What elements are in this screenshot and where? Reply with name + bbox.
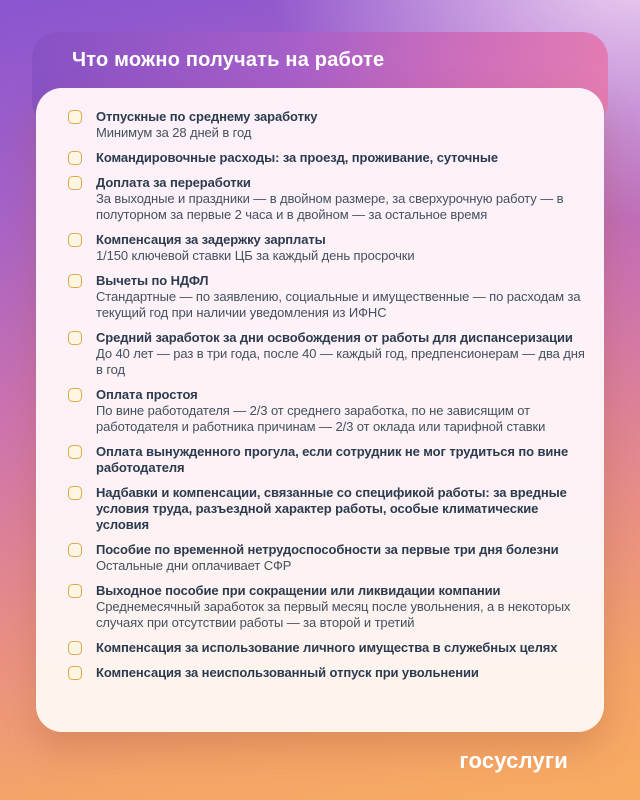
item-text (96, 542, 590, 574)
page-title: Что можно получать на работе (72, 49, 385, 71)
list-item (68, 232, 590, 264)
item-title: Выходное пособие при сокращении или ликвидации компании (96, 583, 501, 598)
item-text (96, 640, 590, 656)
item-description: Среднемесячный заработок за первый месяц после увольнения, а в некоторых случаях при отсутствии работы — за второй и третий (96, 599, 571, 630)
item-description: По вине работодателя — 2/3 от среднего заработка, по не зависящим от работодателя и работника причинам — 2/3 от оклада или тарифной ставки (96, 403, 546, 434)
checkbox-icon[interactable] (68, 388, 82, 402)
item-title: Вычеты по НДФЛ (96, 273, 209, 288)
item-description: До 40 лет — раз в три года, после 40 — каждый год, предпенсионерам — два дня в год (96, 346, 585, 377)
item-description: 1/150 ключевой ставки ЦБ за каждый день просрочки (96, 248, 415, 263)
item-title: Оплата простоя (96, 387, 198, 402)
list-item (68, 273, 590, 321)
checkbox-icon[interactable] (68, 486, 82, 500)
item-text (96, 232, 590, 264)
list-item (68, 109, 590, 141)
item-title: Оплата вынужденного прогула, если сотрудник не мог трудиться по вине работодателя (96, 444, 569, 475)
list-item (68, 640, 590, 656)
item-description: Остальные дни оплачивает СФР (96, 558, 292, 573)
list-item (68, 542, 590, 574)
item-text (96, 109, 590, 141)
list-item (68, 665, 590, 681)
checkbox-icon[interactable] (68, 666, 82, 680)
checklist (68, 109, 590, 681)
checkbox-icon[interactable] (68, 584, 82, 598)
item-text (96, 150, 590, 166)
list-item (68, 330, 590, 378)
item-description: Стандартные — по заявлению, социальные и имущественные — по расходам за текущий год при наличии уведомления из ИФНС (96, 289, 581, 320)
item-text (96, 665, 590, 681)
item-text (96, 444, 590, 476)
content-card (36, 88, 604, 732)
checkbox-icon[interactable] (68, 445, 82, 459)
item-text (96, 330, 590, 378)
item-title: Средний заработок за дни освобождения от работы для диспансеризации (96, 330, 573, 345)
gosuslugi-logo: госуслуги (459, 748, 568, 773)
list-item (68, 150, 590, 166)
list-item (68, 387, 590, 435)
item-text (96, 583, 590, 631)
checkbox-icon[interactable] (68, 176, 82, 190)
item-description: За выходные и праздники — в двойном размере, за сверхурочную работу — в полуторном за первые 2 часа и в двойном — за остальное время (96, 191, 564, 222)
checkbox-icon[interactable] (68, 331, 82, 345)
item-title: Отпускные по среднему заработку (96, 109, 318, 124)
item-title: Командировочные расходы: за проезд, проживание, суточные (96, 150, 499, 165)
item-title: Пособие по временной нетрудоспособности за первые три дня болезни (96, 542, 559, 557)
item-text (96, 387, 590, 435)
item-text (96, 273, 590, 321)
list-item (68, 175, 590, 223)
item-title: Компенсация за задержку зарплаты (96, 232, 326, 247)
checkbox-icon[interactable] (68, 274, 82, 288)
item-text (96, 175, 590, 223)
list-item (68, 485, 590, 533)
item-title: Доплата за переработки (96, 175, 251, 190)
item-description: Минимум за 28 дней в год (96, 125, 252, 140)
checkbox-icon[interactable] (68, 151, 82, 165)
list-item (68, 444, 590, 476)
checkbox-icon[interactable] (68, 110, 82, 124)
item-title: Компенсация за неиспользованный отпуск при увольнении (96, 665, 479, 680)
checkbox-icon[interactable] (68, 641, 82, 655)
checkbox-icon[interactable] (68, 543, 82, 557)
item-title: Компенсация за использование личного имущества в служебных целях (96, 640, 558, 655)
item-text (96, 485, 590, 533)
item-title: Надбавки и компенсации, связанные со спецификой работы: за вредные условия труда, разъездной характер работы, особые климатические условия (96, 485, 567, 532)
checkbox-icon[interactable] (68, 233, 82, 247)
list-item (68, 583, 590, 631)
